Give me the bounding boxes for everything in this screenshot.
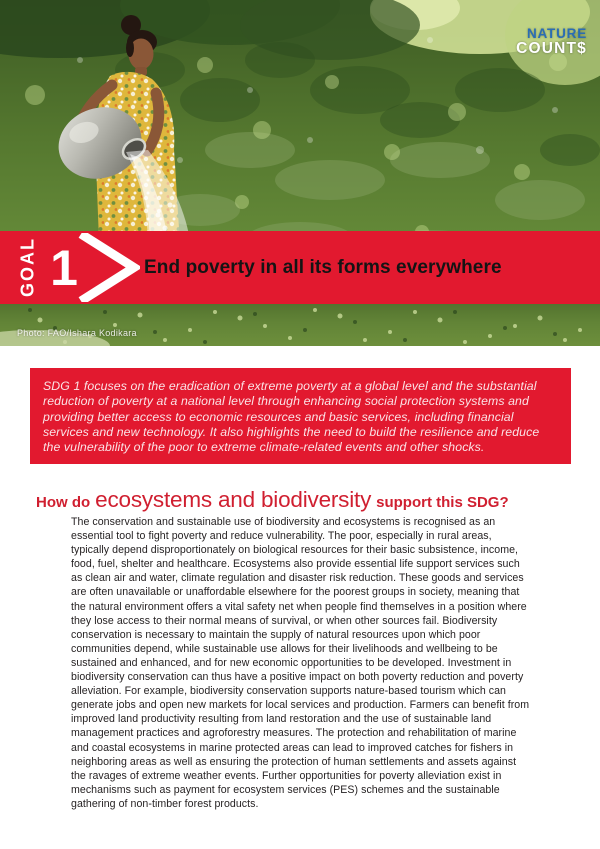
logo-counts: COUNT$ xyxy=(516,40,587,58)
nature-counts-logo xyxy=(516,27,587,57)
heading-emphasis: ecosystems and biodiversity xyxy=(95,487,372,512)
goal-banner xyxy=(0,231,600,304)
banner-headline: End poverty in all its forms everywhere xyxy=(144,256,502,278)
logo-nature: NATURE xyxy=(526,26,587,41)
heading-suffix: support this SDG? xyxy=(376,494,509,511)
chevron-icon xyxy=(78,233,140,302)
sdg-summary-box xyxy=(30,368,571,464)
goal-label-vertical: GOAL xyxy=(17,237,38,298)
photo-credit: Photo: FAO/Ishara Kodikara xyxy=(17,328,137,338)
goal-number: 1 xyxy=(50,239,78,296)
section-heading xyxy=(36,486,576,514)
body-paragraph: The conservation and sustainable use of biodiversity and ecosystems is recognised as an essential tool to fight poverty and reduce vulnerability. The poor, especially in rural areas, typically depend disproportionately on biological resources for their basic subsistence, income, food, fuel, shelter and healthcare. Ecosystems also provide essential life support services such as clean air and water, climate regulation and disaster risk reduction. These goods and services are often unavailable or unaffordable elsewhere for the poorest groups in society, meaning that the natural environment offers a vital safety net when people find themselves in a position where they lose access to their normal means of survival, or when other sources fail. Biodiversity conservation is necessary to maintain the supply of natural resources upon which poor communities depend, while sustainable use allows for their livelihoods and wellbeing to be sustained and enhanced, and for new economic opportunities to be developed. Investment in biodiversity conservation can thus have a positive impact on both poverty reduction and poverty alleviation. For example, biodiversity conservation supports nature-based tourism which can generate jobs and open new markets for local services and production. Farmers can benefit from improved land productivity resulting from land restoration and the use of sustainable land management practices and agroforestry measures. The protection and rehabilitation of marine and coastal ecosystems in marine protected areas can lead to improved catches for fishers in neighboring areas as well as ensuring the protection of human settlements and assets against the ravages of extreme weather events. Further opportunities for poverty alleviation exist in mechanisms such as payment for ecosystem services (PES) schemes and the sustainable gathering of non-timber forest products. xyxy=(71,516,530,810)
heading-prefix: How do xyxy=(36,494,91,511)
sdg-summary-text: SDG 1 focuses on the eradication of extreme poverty at a global level and the substantial reduction of poverty at a national level through enhancing social protection systems and providing better access to economic resources and basic services, including financial services and new technology. It also highlights the need to build the resilience and reduce the vulnerability of the poor to extreme climate-related events and other shocks. xyxy=(43,379,540,455)
